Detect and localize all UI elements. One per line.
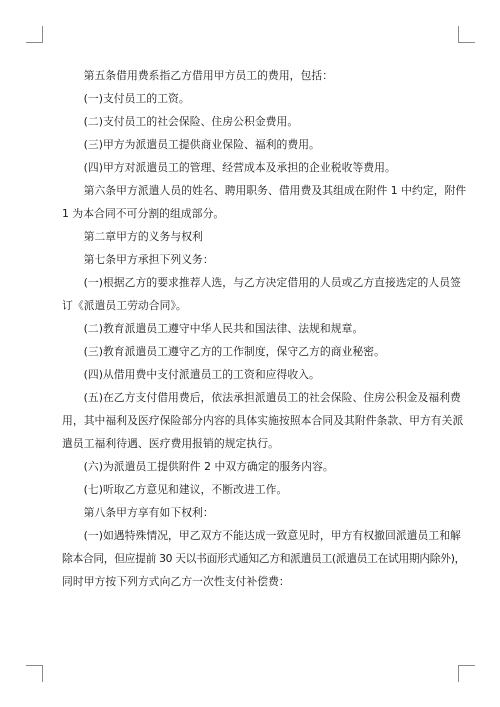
crop-mark-top-left [26, 26, 43, 43]
clause-8-heading: 第八条甲方享有如下权利： [83, 506, 214, 519]
clause-7-item-5-line-1: (五)在乙方支付借用费后，依法承担派遣员工的社会保险、住房公积金及福利费 [83, 391, 461, 404]
document-body [62, 64, 467, 593]
crop-mark-top-right [458, 26, 475, 43]
clause-7-item-1-line-1: (一)根据乙方的要求推荐人选，与乙方决定借用的人员或乙方直接选定的人员签 [83, 276, 461, 289]
clause-5-item-1: (一)支付员工的工资。 [83, 92, 190, 105]
clause-8-item-1-line-2: 除本合同，但应提前 30 天以书面形式通知乙方和派遣员工(派遣员工在试用期内除外)， [62, 552, 466, 565]
clause-7-item-5-line-2: 用，其中福利及医疗保险部分内容的具体实施按照本合同及其附件条款、甲方有关派 [62, 414, 464, 427]
clause-5-heading: 第五条借用费系指乙方借用甲方员工的费用，包括： [83, 69, 334, 82]
chapter-2-heading: 第二章甲方的义务与权利 [83, 230, 203, 243]
crop-mark-bottom-right [458, 665, 475, 682]
clause-7-item-5-line-3: 遣员工福利待遇、医疗费用报销的规定执行。 [62, 437, 279, 450]
clause-7-item-4: (四)从借用费中支付派遣员工的工资和应得收入。 [83, 368, 320, 381]
clause-7-item-1-line-2: 订《派遣员工劳动合同》。 [62, 299, 187, 312]
clause-7-heading: 第七条甲方承担下列义务： [83, 253, 214, 266]
clause-5-item-4: (四)甲方对派遣员工的管理、经营成本及承担的企业税收等费用。 [83, 161, 396, 174]
clause-6-line-2: 1 为本合同不可分割的组成部分。 [62, 207, 225, 220]
clause-8-item-1-line-3: 同时甲方按下列方式向乙方一次性支付补偿费： [62, 575, 290, 588]
clause-7-item-2: (二)教育派遣员工遵守中华人民共和国法律、法规和规章。 [83, 322, 364, 335]
clause-6-line-1: 第六条甲方派遣人员的姓名、聘用职务、借用费及其组成在附件 1 中约定，附件 [83, 184, 467, 197]
clause-7-item-6: (六)为派遣员工提供附件 2 中双方确定的服务内容。 [83, 460, 334, 473]
clause-5-item-2: (二)支付员工的社会保险、住房公积金费用。 [83, 115, 299, 128]
clause-7-item-3: (三)教育派遣员工遵守乙方的工作制度，保守乙方的商业秘密。 [83, 345, 385, 358]
clause-7-item-7: (七)听取乙方意见和建议，不断改进工作。 [83, 483, 288, 496]
clause-5-item-3: (三)甲方为派遣员工提供商业保险、福利的费用。 [83, 138, 320, 151]
crop-mark-bottom-left [26, 665, 43, 682]
clause-8-item-1-line-1: (一)如遇特殊情况，甲乙双方不能达成一致意见时，甲方有权撤回派遣员工和解 [83, 529, 461, 542]
